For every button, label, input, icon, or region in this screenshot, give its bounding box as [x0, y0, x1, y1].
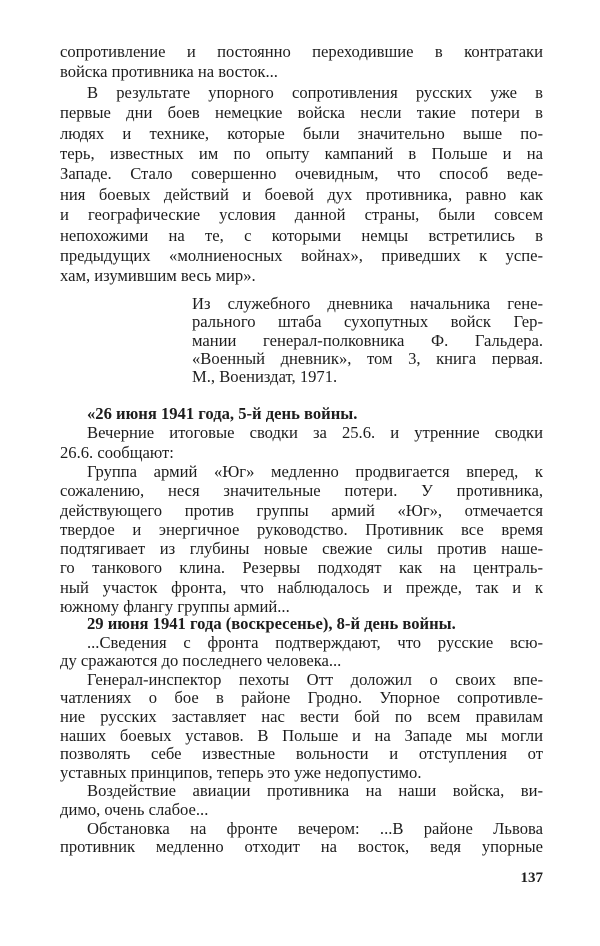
- paragraph-line: чатлениях о бое в районе Гродно. Упорное сопротивле-: [60, 688, 543, 708]
- paragraph-line: уставных принципов, теперь это уже недопустимо.: [60, 762, 422, 782]
- paragraph-line: го танкового клина. Резервы подходят как на централь-: [60, 558, 543, 578]
- paragraph-line: людях и технике, которые были значительно выше по-: [60, 123, 543, 143]
- paragraph-line: В результате упорного сопротивления русских уже в: [87, 82, 543, 102]
- diary-entry-heading-line: «26 июня 1941 года, 5-й день войны.: [87, 404, 358, 423]
- paragraph-line: южному флангу группы армий...: [60, 597, 290, 616]
- paragraph-line: ный участок фронта, что наблюдалось и прежде, так и к: [60, 577, 543, 597]
- paragraph-line: ние русских заставляет нас вести бой по всем правилам: [60, 707, 543, 726]
- citation-source-line: мании генерал-полковника Ф. Гальдера.: [192, 330, 543, 350]
- paragraph-line: 26.6. сообщают:: [60, 442, 174, 462]
- paragraph-line: сопротивление и постоянно переходившие в контратаки: [60, 42, 543, 61]
- paragraph-line: Генерал-инспектор пехоты Отт доложил о своих впе-: [87, 669, 543, 689]
- paragraph-line: Вечерние итоговые сводки за 25.6. и утренние сводки: [87, 423, 543, 443]
- paragraph-line: димо, очень слабое...: [60, 800, 209, 819]
- paragraph-line: Западе. Стало совершенно очевидным, что способ веде-: [60, 164, 543, 184]
- paragraph-line: предыдущих «молниеносных войнах», приведших к успе-: [60, 246, 543, 265]
- paragraph-line: и географические условия данной страны, были совсем: [60, 205, 543, 225]
- paragraph-line: ...Сведения с фронта подтверждают, что русские всю-: [87, 632, 543, 652]
- paragraph-line: подтягивает из глубины новые свежие силы против наше-: [60, 539, 543, 559]
- diary-entry-heading-line: 29 июня 1941 года (воскресенье), 8-й день войны.: [87, 614, 456, 633]
- paragraph-line: ния боевых действий и боевой дух противника, равно как: [60, 184, 543, 204]
- citation-source-line: Из служебного дневника начальника гене-: [192, 294, 543, 313]
- paragraph-line: противник медленно отходит на восток, ведя упорные: [60, 837, 543, 857]
- paragraph-line: твердое и энергичное руководство. Противник все время: [60, 519, 543, 539]
- paragraph-line: первые дни боев немецкие войска несли такие потери в: [60, 103, 543, 123]
- paragraph-line: Обстановка на фронте вечером: ...В районе Львова: [87, 818, 543, 838]
- citation-source-line: рального штаба сухопутных войск Гер-: [192, 312, 543, 332]
- paragraph-line: Группа армий «Юг» медленно продвигается вперед, к: [87, 461, 543, 481]
- paragraph-line: позволять себе известные вольности и отступления от: [60, 744, 543, 764]
- paragraph-line: действующего против группы армий «Юг», отмечается: [60, 500, 543, 520]
- paragraph-line: Воздействие авиации противника на наши войска, ви-: [87, 781, 543, 801]
- paragraph-line: непохожими на те, с которыми немцы встретились в: [60, 225, 543, 245]
- paragraph-line: войска противника на восток...: [60, 62, 278, 82]
- citation-source-line: «Военный дневник», том 3, книга первая.: [192, 348, 543, 368]
- paragraph-line: сожалению, неся значительные потери. У противника,: [60, 481, 543, 501]
- page-number: 137: [520, 870, 543, 886]
- paragraph-line: хам, изумившим весь мир».: [60, 266, 256, 286]
- paragraph-line: ду сражаются до последнего человека...: [60, 651, 342, 671]
- paragraph-line: терь, известных им по опыту кампаний в Польше и на: [60, 144, 543, 163]
- citation-source-line: М., Воениздат, 1971.: [192, 367, 338, 387]
- paragraph-line: наших боевых уставов. В Польше и на Западе мы могли: [60, 725, 543, 745]
